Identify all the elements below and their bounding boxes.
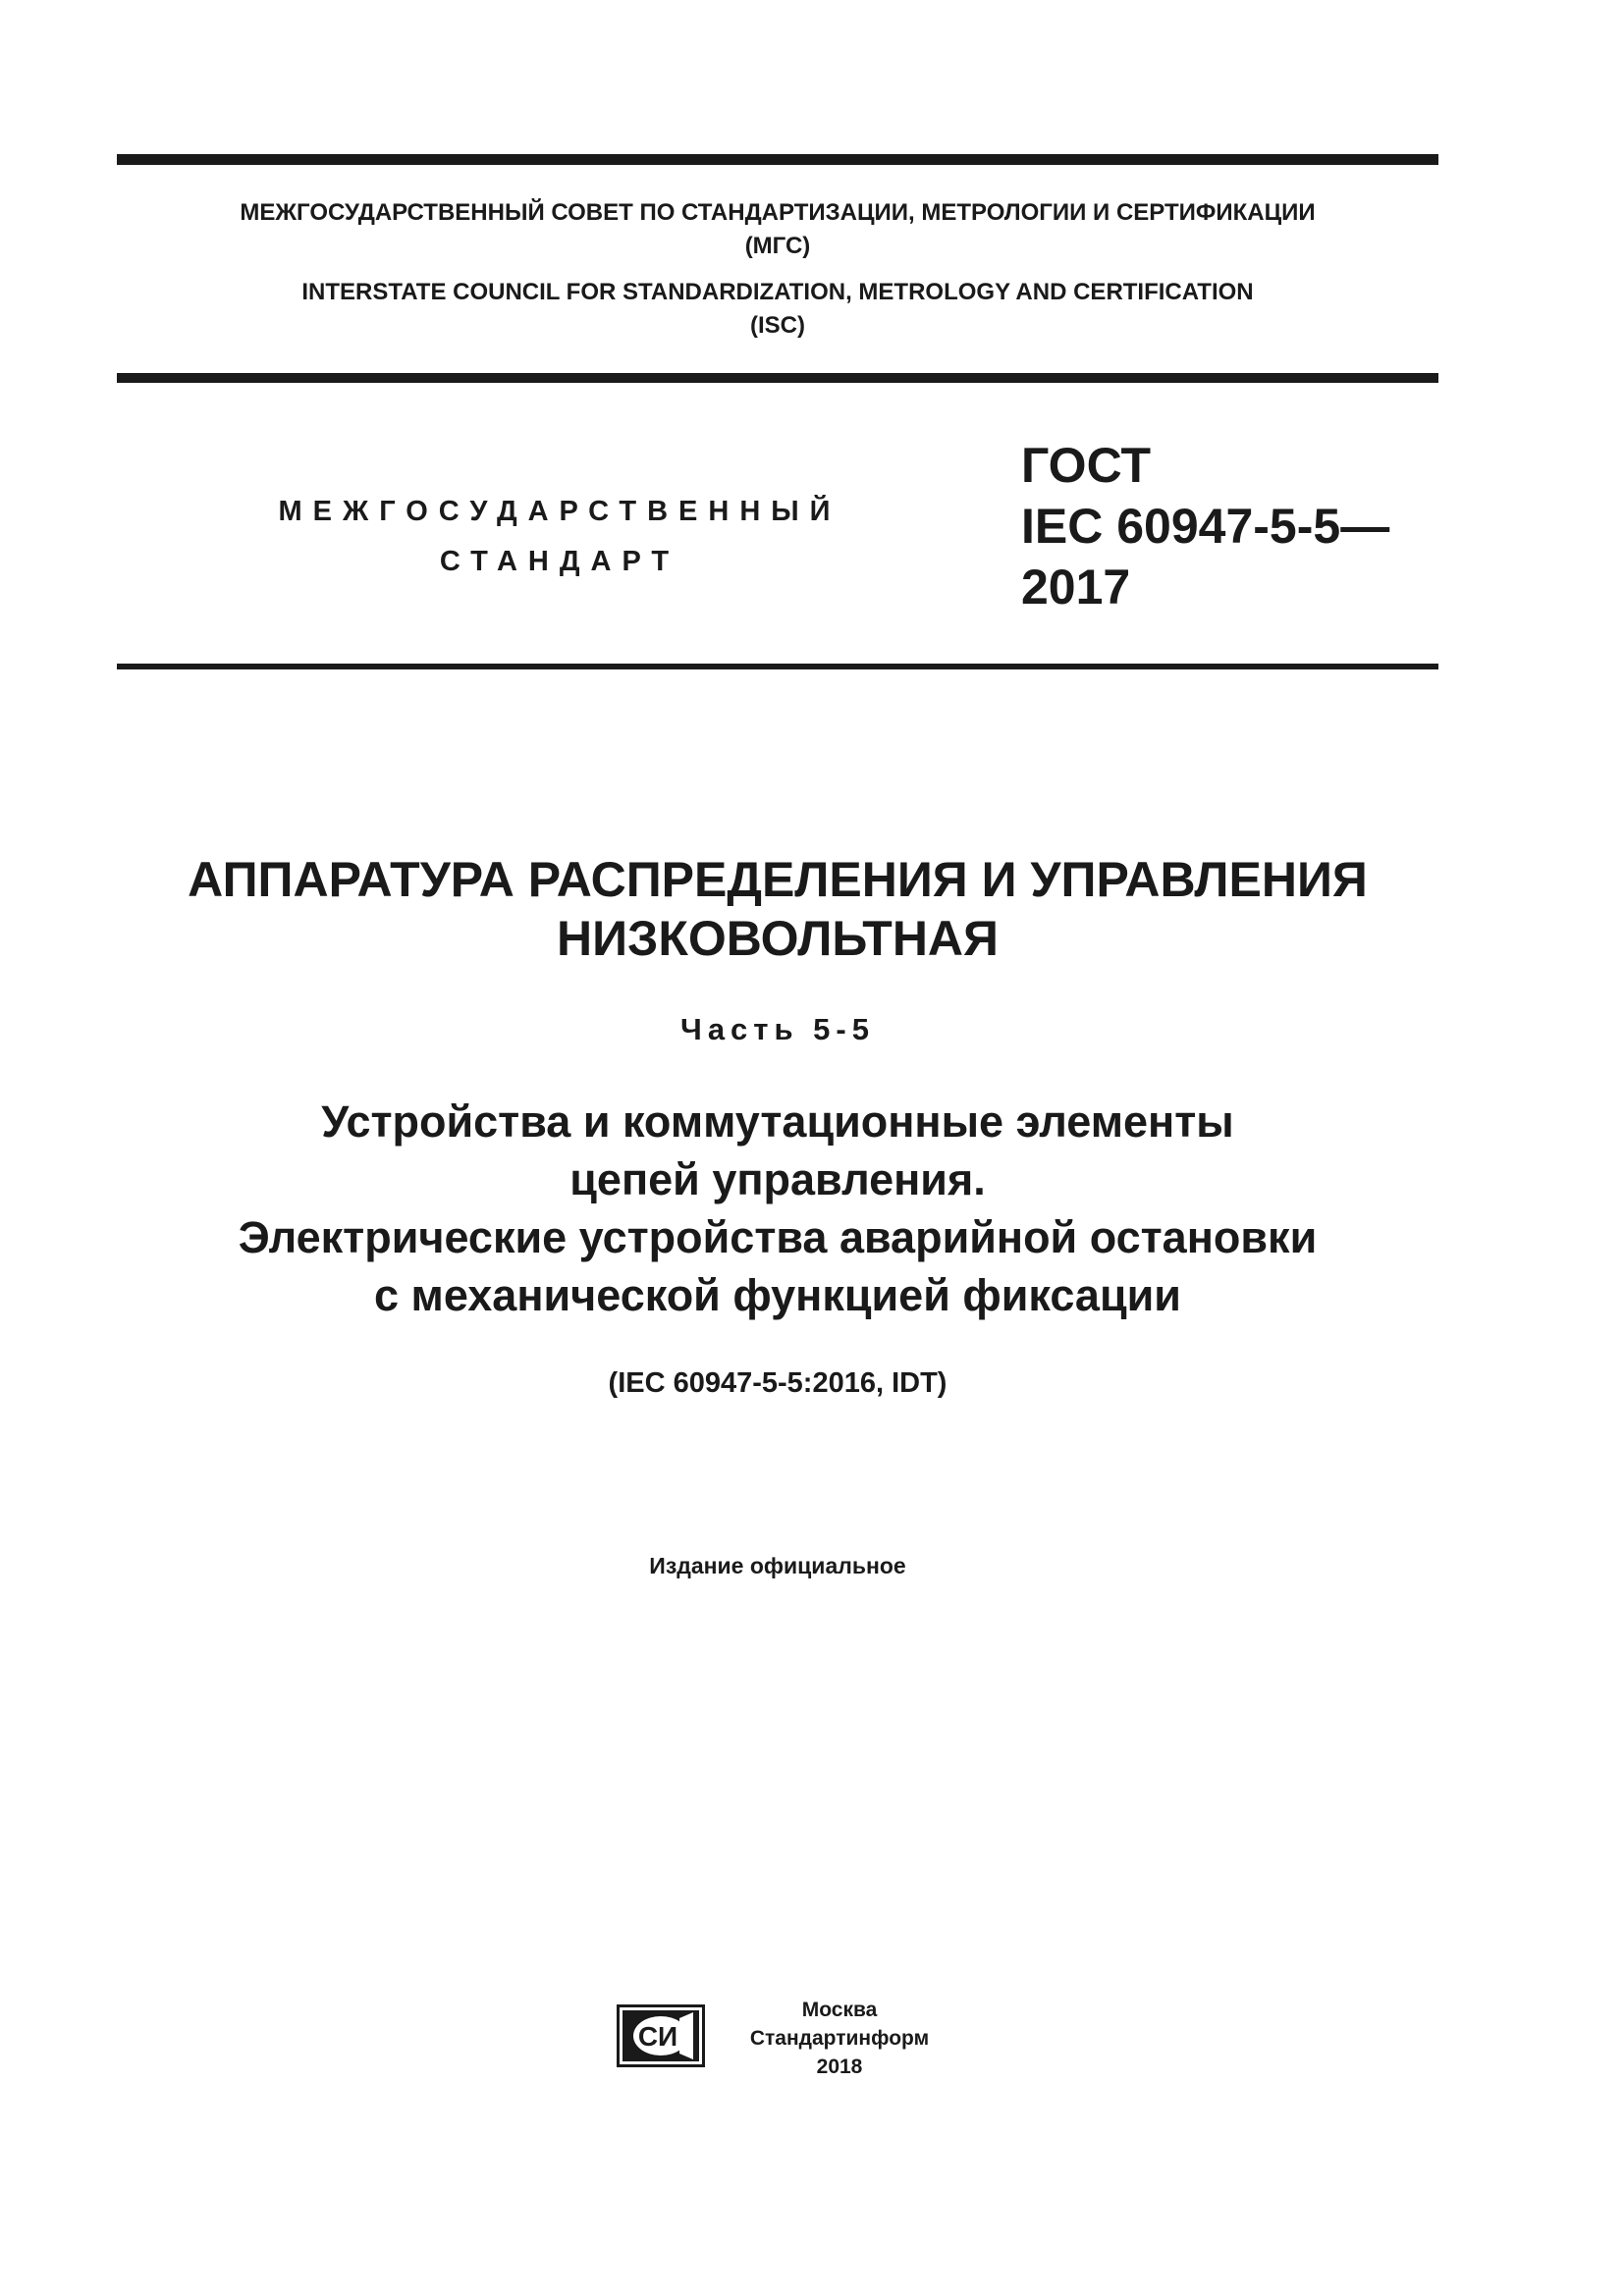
subtitle-line4: с механической функцией фиксации [374, 1270, 1181, 1320]
standard-type-line2: СТАНДАРТ [439, 546, 680, 577]
council-en-abbr: (ISC) [750, 312, 805, 339]
standard-type-label [236, 487, 884, 587]
council-en-line1: INTERSTATE COUNCIL FOR STANDARDIZATION, METROLOGY AND CERTIFICATION [301, 279, 1254, 305]
publication-year: 2018 [816, 2056, 863, 2078]
logo-lettering: СИ [637, 2021, 678, 2052]
gost-line1: ГОСТ [1021, 438, 1151, 493]
designation-divider [117, 664, 1438, 669]
subtitle-line3: Электрические устройства аварийной остановки [238, 1212, 1318, 1262]
subtitle-line1: Устройства и коммутационные элементы [321, 1096, 1234, 1147]
council-ru-line1: МЕЖГОСУДАРСТВЕННЫЙ СОВЕТ ПО СТАНДАРТИЗАЦИИ, МЕТРОЛОГИИ И СЕРТИФИКАЦИИ [240, 199, 1316, 226]
council-name-ru [117, 196, 1438, 263]
council-ru-abbr: (МГС) [744, 233, 811, 259]
publisher-name: Стандартинформ [749, 2027, 930, 2050]
standard-type-line1: МЕЖГОСУДАРСТВЕННЫЙ [278, 496, 841, 527]
title-line2: НИЗКОВОЛЬТНАЯ [557, 911, 999, 966]
publisher-info [727, 1996, 952, 2081]
gost-line3: 2017 [1021, 560, 1131, 614]
iec-reference: (IEC 60947-5-5:2016, IDT) [608, 1367, 947, 1399]
subtitle-line2: цепей управления. [569, 1154, 986, 1204]
top-rule [117, 154, 1438, 165]
document-title [117, 850, 1438, 968]
publisher-city: Москва [801, 1999, 878, 2021]
part-number: Часть 5-5 [680, 1012, 875, 1046]
header-divider [117, 373, 1438, 383]
edition-note: Издание официальное [649, 1553, 906, 1578]
gost-designation [1021, 435, 1389, 617]
document-subtitle [117, 1093, 1438, 1324]
council-name-en [117, 276, 1438, 343]
standartinform-logo-icon [615, 2002, 707, 2069]
title-line1: АППАРАТУРА РАСПРЕДЕЛЕНИЯ И УПРАВЛЕНИЯ [188, 852, 1368, 907]
gost-line2: IEC 60947-5-5— [1021, 499, 1390, 554]
